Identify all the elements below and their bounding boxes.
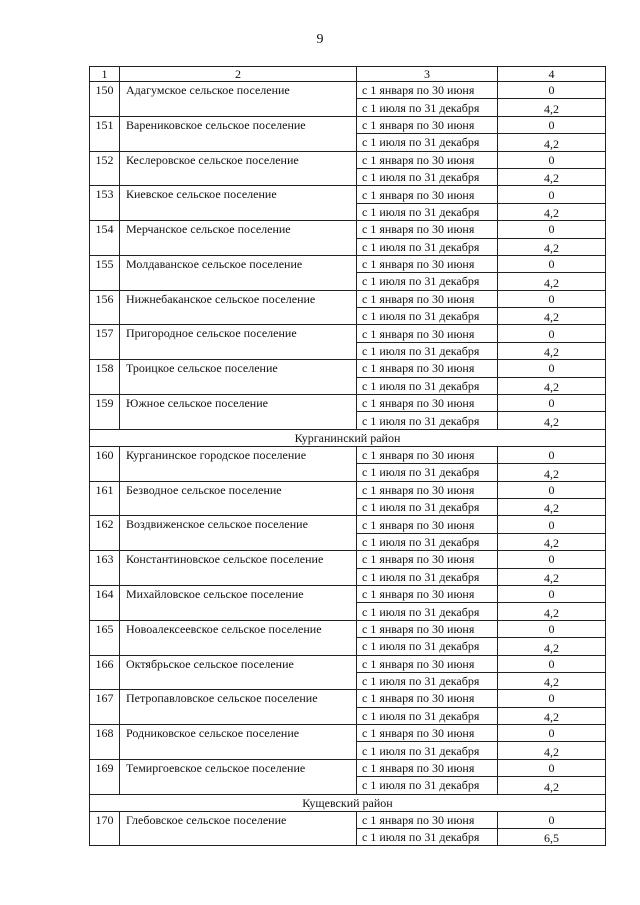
rate-first-half: 0 [498,759,606,776]
table-row [90,290,606,307]
settlement-name: Киевское сельское поселение [120,186,357,221]
period-first-half: с 1 января по 30 июня [357,255,498,272]
period-second-half: с 1 июля по 31 декабря [357,134,498,151]
row-number: 166 [90,655,120,690]
region-heading: Кущевский район [90,794,606,811]
period-second-half: с 1 июля по 31 декабря [357,273,498,290]
rate-second-half: 4,2 [498,638,606,655]
table-row [90,481,606,498]
rate-first-half: 0 [498,186,606,203]
period-second-half: с 1 июля по 31 декабря [357,308,498,325]
settlement-name: Безводное сельское поселение [120,481,357,516]
table-row [90,255,606,272]
settlement-name: Кеслеровское сельское поселение [120,151,357,186]
settlement-name: Нижнебаканское сельское поселение [120,290,357,325]
settlement-name: Молдаванское сельское поселение [120,255,357,290]
row-number: 152 [90,151,120,186]
period-first-half: с 1 января по 30 июня [357,690,498,707]
row-number: 156 [90,290,120,325]
period-second-half: с 1 июля по 31 декабря [357,707,498,724]
settlement-name: Новоалексеевское сельское поселение [120,620,357,655]
table-row [90,725,606,742]
period-second-half: с 1 июля по 31 декабря [357,464,498,481]
rates-table [89,66,606,846]
period-first-half: с 1 января по 30 июня [357,759,498,776]
row-number: 169 [90,759,120,794]
rate-second-half: 4,2 [498,777,606,794]
settlement-name: Петропавловское сельское поселение [120,690,357,725]
row-number: 150 [90,82,120,117]
period-first-half: с 1 января по 30 июня [357,811,498,828]
settlement-name: Родниковское сельское поселение [120,725,357,760]
period-second-half: с 1 июля по 31 декабря [357,533,498,550]
settlement-name: Пригородное сельское поселение [120,325,357,360]
rate-first-half: 0 [498,725,606,742]
period-first-half: с 1 января по 30 июня [357,395,498,412]
period-second-half: с 1 июля по 31 декабря [357,238,498,255]
settlement-name: Варениковское сельское поселение [120,116,357,151]
table-row [90,325,606,342]
row-number: 160 [90,446,120,481]
period-second-half: с 1 июля по 31 декабря [357,377,498,394]
rate-second-half: 4,2 [498,308,606,325]
period-first-half: с 1 января по 30 июня [357,151,498,168]
row-number: 154 [90,221,120,256]
period-first-half: с 1 января по 30 июня [357,620,498,637]
row-number: 153 [90,186,120,221]
period-first-half: с 1 января по 30 июня [357,516,498,533]
rate-second-half: 4,2 [498,203,606,220]
period-first-half: с 1 января по 30 июня [357,290,498,307]
rate-first-half: 0 [498,116,606,133]
period-first-half: с 1 января по 30 июня [357,360,498,377]
table-row [90,221,606,238]
period-first-half: с 1 января по 30 июня [357,481,498,498]
period-second-half: с 1 июля по 31 декабря [357,672,498,689]
table-row [90,690,606,707]
rate-first-half: 0 [498,325,606,342]
row-number: 157 [90,325,120,360]
table-row [90,395,606,412]
period-second-half: с 1 июля по 31 декабря [357,777,498,794]
period-second-half: с 1 июля по 31 декабря [357,168,498,185]
settlement-name: Глебовское сельское поселение [120,811,357,846]
row-number: 155 [90,255,120,290]
rate-first-half: 0 [498,655,606,672]
period-second-half: с 1 июля по 31 декабря [357,603,498,620]
row-number: 151 [90,116,120,151]
row-number: 161 [90,481,120,516]
period-second-half: с 1 июля по 31 декабря [357,829,498,846]
table-row [90,151,606,168]
table-row [90,585,606,602]
row-number: 170 [90,811,120,846]
settlement-name: Михайловское сельское поселение [120,585,357,620]
rate-first-half: 0 [498,290,606,307]
table-row [90,551,606,568]
header-cell-name: 2 [120,67,357,82]
rate-first-half: 0 [498,151,606,168]
rate-second-half: 4,2 [498,238,606,255]
settlement-name: Мерчанское сельское поселение [120,221,357,256]
page-number: 9 [316,32,324,47]
table-row [90,620,606,637]
table-row [90,360,606,377]
settlement-name: Октябрьское сельское поселение [120,655,357,690]
rate-first-half: 0 [498,516,606,533]
period-first-half: с 1 января по 30 июня [357,585,498,602]
rate-first-half: 0 [498,620,606,637]
settlement-name: Темиргоевское сельское поселение [120,759,357,794]
settlement-name: Курганинское городское поселение [120,446,357,481]
header-row [90,67,606,82]
rate-second-half: 4,2 [498,134,606,151]
period-second-half: с 1 июля по 31 декабря [357,99,498,116]
period-first-half: с 1 января по 30 июня [357,325,498,342]
rate-first-half: 0 [498,360,606,377]
rate-second-half: 4,2 [498,464,606,481]
period-first-half: с 1 января по 30 июня [357,116,498,133]
row-number: 163 [90,551,120,586]
period-second-half: с 1 июля по 31 декабря [357,498,498,515]
rate-first-half: 0 [498,585,606,602]
table-row [90,516,606,533]
row-number: 167 [90,690,120,725]
period-first-half: с 1 января по 30 июня [357,446,498,463]
rate-second-half: 4,2 [498,377,606,394]
settlement-name: Южное сельское поселение [120,395,357,430]
table-row [90,186,606,203]
settlement-name: Воздвиженское сельское поселение [120,516,357,551]
header-cell-period: 3 [357,67,498,82]
rate-second-half: 4,2 [498,672,606,689]
period-first-half: с 1 января по 30 июня [357,221,498,238]
table-row [90,759,606,776]
header-cell-number: 1 [90,67,120,82]
rate-second-half: 4,2 [498,568,606,585]
rate-first-half: 0 [498,690,606,707]
rate-first-half: 0 [498,255,606,272]
rate-second-half: 4,2 [498,168,606,185]
settlement-name: Адагумское сельское поселение [120,82,357,117]
rate-second-half: 6,5 [498,829,606,846]
rate-second-half: 4,2 [498,603,606,620]
table-row [90,655,606,672]
region-row [90,429,606,446]
row-number: 158 [90,360,120,395]
rate-second-half: 4,2 [498,533,606,550]
rate-first-half: 0 [498,82,606,99]
period-second-half: с 1 июля по 31 декабря [357,742,498,759]
row-number: 164 [90,585,120,620]
rate-first-half: 0 [498,811,606,828]
row-number: 165 [90,620,120,655]
rate-second-half: 4,2 [498,273,606,290]
region-row [90,794,606,811]
row-number: 159 [90,395,120,430]
period-second-half: с 1 июля по 31 декабря [357,203,498,220]
table-body [90,67,606,846]
rate-first-half: 0 [498,551,606,568]
period-first-half: с 1 января по 30 июня [357,186,498,203]
header-cell-rate: 4 [498,67,606,82]
table-row [90,446,606,463]
table-row [90,811,606,828]
rate-first-half: 0 [498,395,606,412]
period-second-half: с 1 июля по 31 декабря [357,342,498,359]
region-heading: Курганинский район [90,429,606,446]
period-second-half: с 1 июля по 31 декабря [357,638,498,655]
row-number: 162 [90,516,120,551]
row-number: 168 [90,725,120,760]
period-first-half: с 1 января по 30 июня [357,82,498,99]
table-row [90,82,606,99]
rate-first-half: 0 [498,446,606,463]
rate-second-half: 4,2 [498,412,606,429]
rate-first-half: 0 [498,481,606,498]
period-first-half: с 1 января по 30 июня [357,551,498,568]
rate-second-half: 4,2 [498,498,606,515]
rate-second-half: 4,2 [498,99,606,116]
rate-second-half: 4,2 [498,707,606,724]
settlement-name: Константиновское сельское поселение [120,551,357,586]
settlement-name: Троицкое сельское поселение [120,360,357,395]
period-first-half: с 1 января по 30 июня [357,725,498,742]
period-second-half: с 1 июля по 31 декабря [357,568,498,585]
rate-second-half: 4,2 [498,742,606,759]
rate-first-half: 0 [498,221,606,238]
table-row [90,116,606,133]
period-second-half: с 1 июля по 31 декабря [357,412,498,429]
rate-second-half: 4,2 [498,342,606,359]
period-first-half: с 1 января по 30 июня [357,655,498,672]
